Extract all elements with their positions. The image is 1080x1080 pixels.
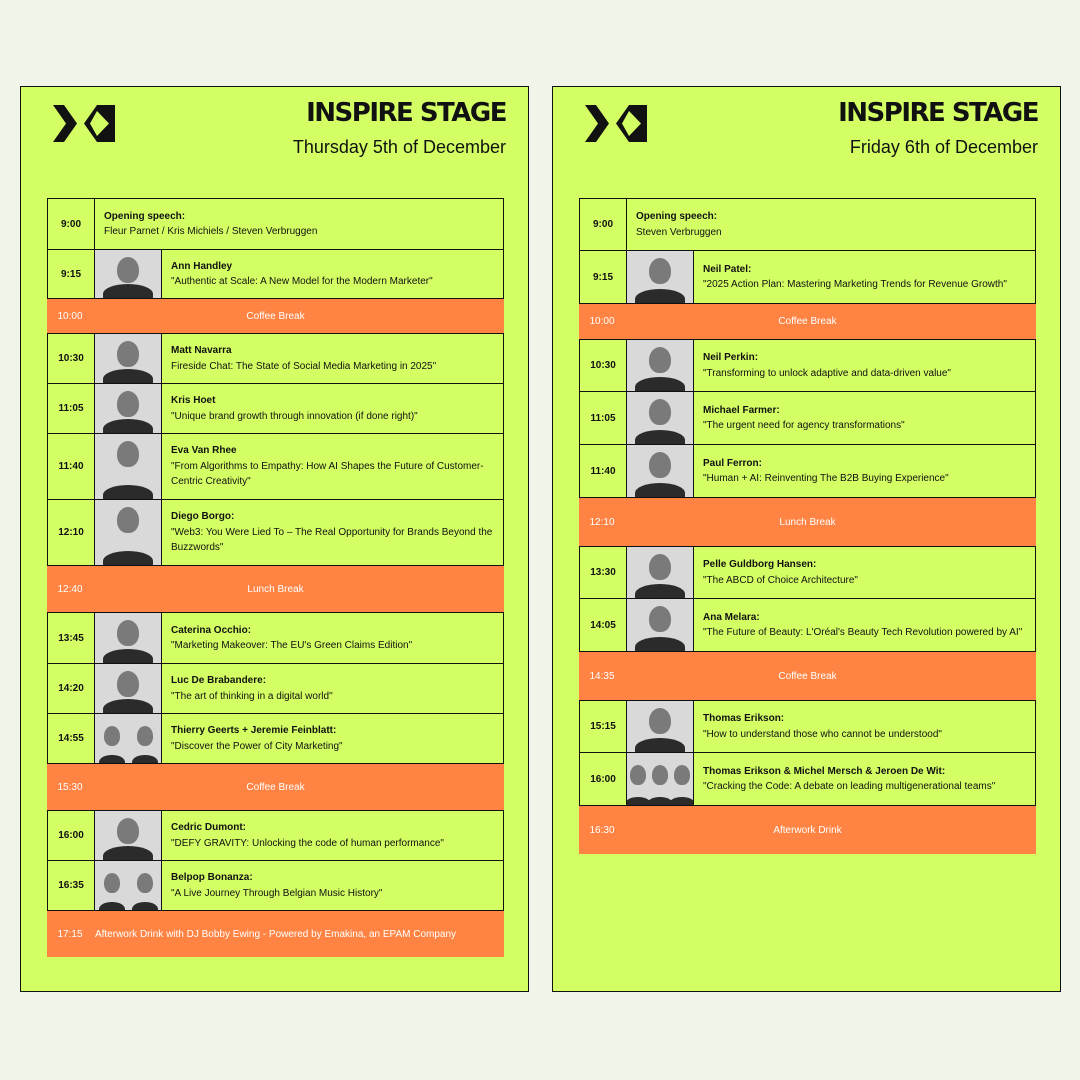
session-row (579, 599, 1036, 652)
talk-title: "Transforming to unlock adaptive and data-driven value" (703, 367, 951, 379)
talk-title: "Human + AI: Reinventing The B2B Buying Experience" (703, 473, 949, 484)
break-label: Lunch Break (247, 583, 304, 595)
schedule-panel-thursday (20, 86, 529, 992)
session-row (47, 861, 504, 911)
schedule-table (47, 198, 504, 957)
speaker-name: Luc De Brabandere: (171, 675, 267, 686)
break-label: Coffee Break (246, 781, 305, 793)
break-time: 12:10 (589, 516, 615, 528)
speaker-photo (95, 434, 162, 499)
break-time: 16:30 (589, 824, 615, 836)
speaker-name: Thomas Erikson: (703, 713, 785, 724)
session-time: 11:05 (48, 384, 95, 433)
talk-title: Fireside Chat: The State of Social Media Marketing in 2025" (171, 360, 437, 372)
session-time: 13:30 (580, 547, 627, 598)
session-time: 12:10 (48, 500, 95, 565)
talk-title: "A Live Journey Through Belgian Music History" (171, 887, 383, 899)
talk-title: "From Algorithms to Empathy: How AI Shapes the Future of Customer-Centric Creativity" (171, 460, 484, 488)
speaker-name: Pelle Guldborg Hansen: (703, 559, 817, 570)
talk-title: "The urgent need for agency transformations" (703, 420, 905, 431)
break-row (47, 764, 504, 810)
opening-row (579, 198, 1036, 251)
break-row (579, 304, 1036, 339)
session-content (95, 199, 503, 249)
speaker-name: Michael Farmer: (703, 404, 780, 416)
talk-title: "The art of thinking in a digital world" (171, 690, 333, 702)
talk-title: "Web3: You Were Lied To – The Real Opportunity for Brands Beyond the Buzzwords" (171, 526, 493, 554)
break-label: Lunch Break (779, 516, 836, 528)
break-time: 12:40 (57, 583, 83, 595)
session-content (694, 251, 1035, 303)
break-row (579, 498, 1036, 546)
speaker-photo (95, 500, 162, 565)
session-time: 14:20 (48, 664, 95, 713)
session-time: 11:40 (48, 434, 95, 499)
session-content (162, 613, 503, 663)
break-time: 14:35 (589, 670, 615, 682)
session-time: 13:45 (48, 613, 95, 663)
speaker-photo (627, 753, 694, 805)
session-content (694, 392, 1035, 444)
session-content (162, 714, 503, 763)
session-time: 9:15 (580, 251, 627, 303)
talk-title: "DEFY GRAVITY: Unlocking the code of human performance" (171, 837, 444, 849)
session-row (579, 392, 1036, 445)
talk-title: "The Future of Beauty: L'Oréal's Beauty Tech Revolution powered by AI" (703, 627, 1023, 638)
talk-title: "The ABCD of Choice Architecture" (703, 574, 858, 586)
talk-title: "Cracking the Code: A debate on leading multigenerational teams" (703, 781, 996, 792)
speaker-name: Neil Perkin: (703, 352, 759, 363)
session-content (627, 199, 1035, 250)
schedule-table (579, 198, 1036, 854)
break-time: 10:00 (57, 310, 83, 322)
session-content (694, 445, 1035, 497)
break-label: Afterwork Drink with DJ Bobby Ewing - Powered by Emakina, an EPAM Company (94, 928, 457, 940)
speaker-name: Ann Handley (171, 260, 233, 272)
session-time: 10:30 (580, 340, 627, 391)
speaker-photo (627, 392, 694, 444)
session-content (694, 701, 1035, 752)
session-row (47, 714, 504, 764)
session-content (162, 811, 503, 860)
speaker-name: Eva Van Rhee (171, 445, 237, 457)
speaker-photo (95, 613, 162, 663)
session-row (579, 700, 1036, 753)
speaker-photo (95, 334, 162, 383)
speaker-name: Belpop Bonanza: (171, 872, 253, 883)
break-time: 15:30 (57, 781, 83, 793)
session-content (162, 384, 503, 433)
speaker-name: Opening speech: (636, 211, 718, 222)
speaker-name: Matt Navarra (171, 345, 232, 356)
session-time: 9:15 (48, 250, 95, 298)
stage-date: Thursday 5th of December (292, 137, 506, 157)
session-time: 16:00 (580, 753, 627, 805)
session-row (47, 434, 504, 500)
session-time: 15:15 (580, 701, 627, 752)
break-label: Coffee Break (778, 670, 837, 682)
talk-title: "Authentic at Scale: A New Model for the Modern Marketer" (171, 276, 433, 287)
break-time: 10:00 (589, 316, 615, 327)
speaker-photo (627, 445, 694, 497)
brand-logo-icon (585, 105, 647, 142)
talk-title: "How to understand those who cannot be understood" (703, 728, 942, 740)
stage-title: INSPIRE STAGE (306, 98, 506, 128)
session-row (579, 753, 1036, 806)
session-content (162, 250, 503, 298)
session-row (47, 612, 504, 664)
session-time: 11:40 (580, 445, 627, 497)
speaker-photo (627, 701, 694, 752)
break-row (47, 299, 504, 333)
session-content (694, 547, 1035, 598)
session-content (162, 861, 503, 910)
session-row (47, 333, 504, 384)
break-label: Afterwork Drink (773, 824, 842, 836)
speaker-name: Caterina Occhio: (171, 624, 252, 636)
speaker-photo (95, 250, 162, 298)
speaker-name: Thierry Geerts + Jeremie Feinblatt: (171, 725, 337, 736)
session-time: 14:55 (48, 714, 95, 763)
session-row (579, 339, 1036, 392)
speaker-photo (95, 861, 162, 910)
session-row (579, 251, 1036, 304)
session-content (694, 340, 1035, 391)
talk-title: Fleur Parnet / Kris Michiels / Steven Verbruggen (104, 226, 318, 237)
stage-date: Friday 6th of December (849, 137, 1038, 157)
break-time: 17:15 (57, 928, 83, 940)
session-row (47, 664, 504, 714)
speaker-photo (627, 251, 694, 303)
speaker-name: Kris Hoet (171, 395, 216, 406)
speaker-name: Paul Ferron: (703, 457, 762, 469)
break-label: Coffee Break (246, 310, 305, 322)
break-row (47, 911, 504, 957)
talk-title: "Discover the Power of City Marketing" (171, 740, 343, 752)
session-content (694, 599, 1035, 651)
session-content (162, 434, 503, 499)
session-time: 16:00 (48, 811, 95, 860)
speaker-name: Opening speech: (104, 210, 186, 222)
session-row (47, 500, 504, 566)
session-row (47, 250, 504, 299)
speaker-photo (95, 811, 162, 860)
speaker-name: Neil Patel: (703, 263, 752, 275)
session-content (162, 500, 503, 565)
speaker-name: Cedric Dumont: (171, 822, 246, 833)
talk-title: Steven Verbruggen (636, 226, 722, 238)
session-time: 9:00 (580, 199, 627, 250)
speaker-name: Thomas Erikson & Michel Mersch & Jeroen De Wit: (703, 765, 946, 777)
break-label: Coffee Break (778, 316, 837, 327)
session-row (579, 445, 1036, 498)
session-time: 9:00 (48, 199, 95, 249)
speaker-name: Ana Melara: (703, 611, 760, 623)
break-row (47, 566, 504, 612)
speaker-photo (95, 384, 162, 433)
session-time: 16:35 (48, 861, 95, 910)
opening-row (47, 198, 504, 250)
session-time: 14:05 (580, 599, 627, 651)
speaker-photo (627, 340, 694, 391)
speaker-photo (627, 547, 694, 598)
talk-title: "2025 Action Plan: Mastering Marketing Trends for Revenue Growth" (703, 279, 1007, 290)
talk-title: "Unique brand growth through innovation (if done right)" (171, 410, 418, 422)
speaker-photo (95, 714, 162, 763)
session-content (694, 753, 1035, 805)
session-time: 10:30 (48, 334, 95, 383)
stage-title: INSPIRE STAGE (838, 98, 1038, 128)
break-row (579, 806, 1036, 854)
session-row (579, 546, 1036, 599)
session-row (47, 384, 504, 434)
session-content (162, 664, 503, 713)
speaker-name: Diego Borgo: (171, 511, 235, 523)
session-time: 11:05 (580, 392, 627, 444)
speaker-photo (627, 599, 694, 651)
speaker-photo (95, 664, 162, 713)
schedule-panel-friday (552, 86, 1061, 992)
brand-logo-icon (53, 105, 115, 142)
talk-title: "Marketing Makeover: The EU's Green Claims Edition" (171, 640, 413, 651)
session-row (47, 810, 504, 861)
break-row (579, 652, 1036, 700)
session-content (162, 334, 503, 383)
